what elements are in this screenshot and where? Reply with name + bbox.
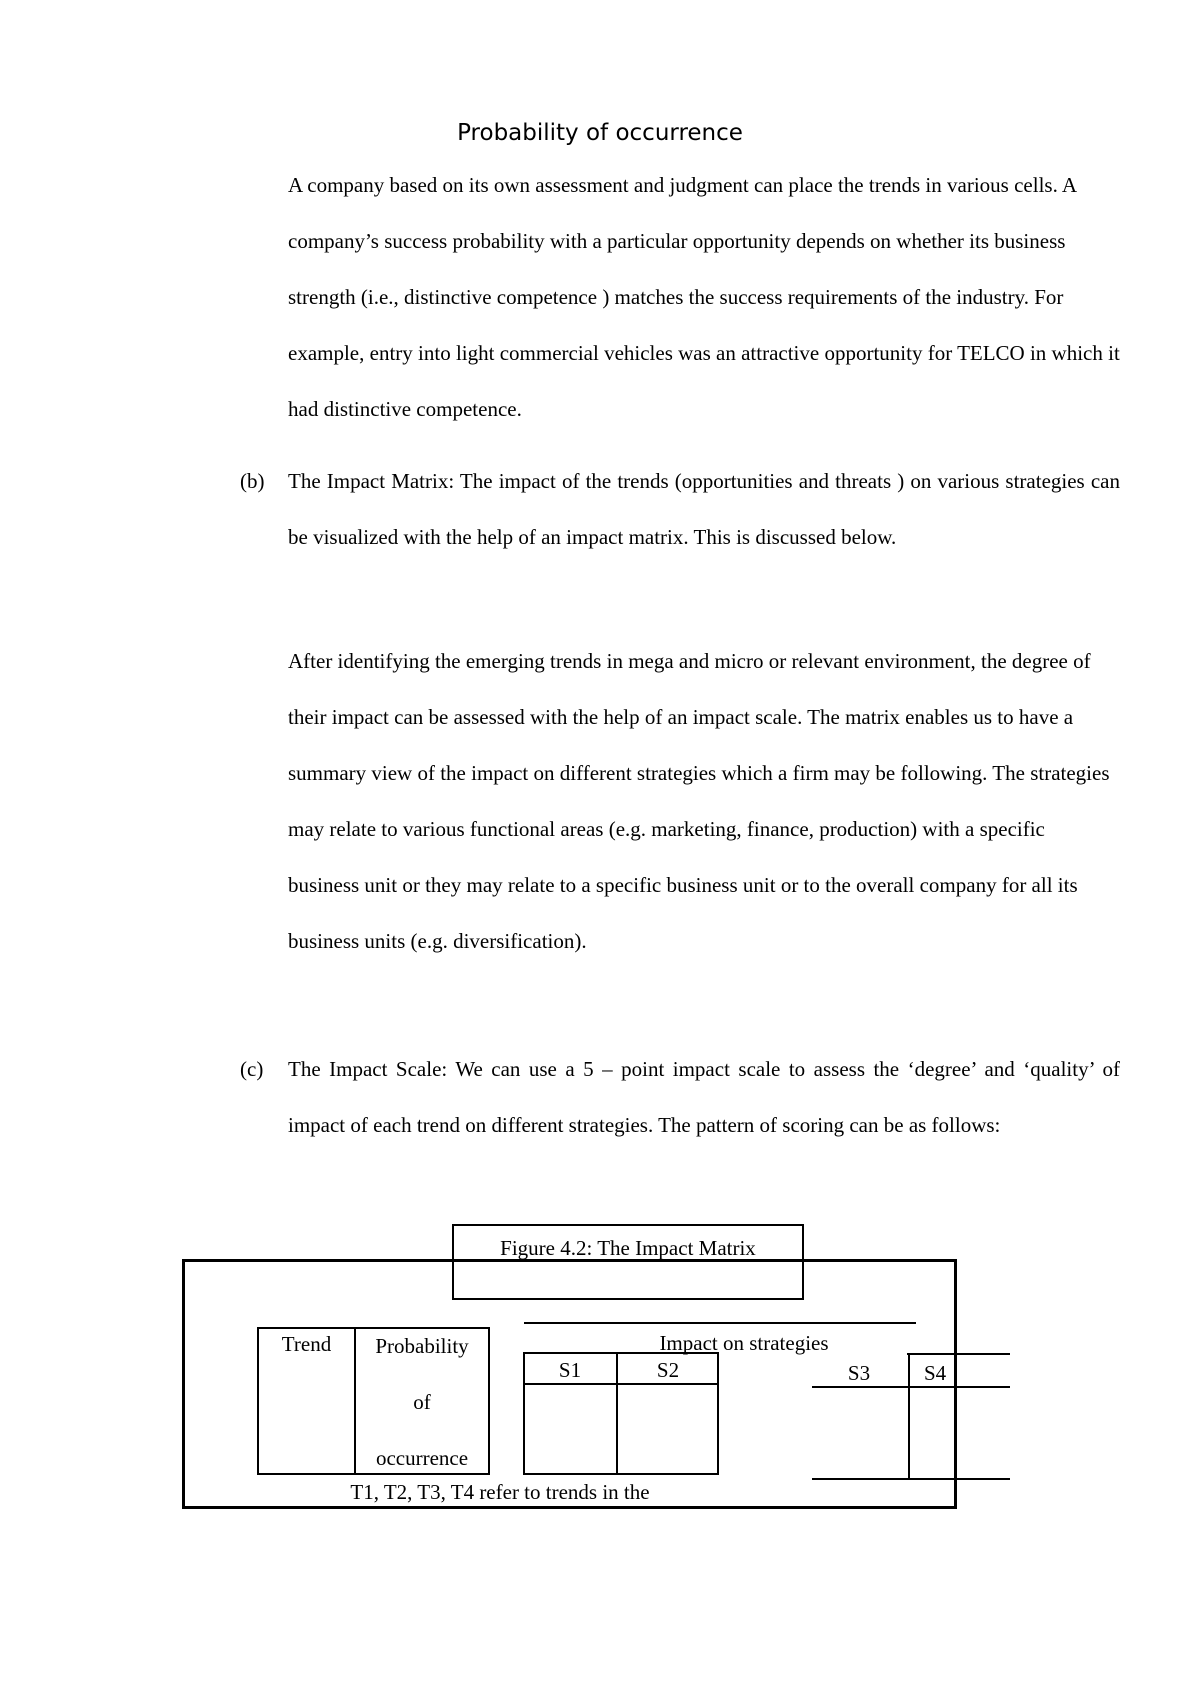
figure-caption: Figure 4.2: The Impact Matrix <box>500 1236 756 1260</box>
s3-s4-divider <box>908 1353 910 1478</box>
item-c-text: The Impact Scale: We can use a 5 – point impact scale to assess the ‘degree’ and ‘quality’ of impact of each trend on different strategies. The pattern of scoring can be as follows: <box>288 1057 1120 1137</box>
probability-header-line1: Probability <box>375 1334 469 1358</box>
probability-header-line2: of <box>413 1390 431 1414</box>
paragraph-probability: A company based on its own assessment and judgment can place the trends in various cells. A company’s success probability with a particular opportunity depends on whether its business strength (i.e., distinctive competence ) matches the success requirements of the industry. For example, entry into light commercial vehicles was an attractive opportunity for TELCO in which it had distinctive competence. <box>288 173 1120 421</box>
strategy-s3: S3 <box>847 1361 871 1385</box>
s4-top-line <box>907 1353 1010 1355</box>
impact-on-strategies-header: Impact on strategies <box>659 1331 829 1355</box>
strategy-s2: S2 <box>656 1358 680 1382</box>
s3-s4-header-line <box>812 1386 1010 1388</box>
section-heading: Probability of occurrence <box>457 120 743 146</box>
probability-header-line3: occurrence <box>375 1446 469 1470</box>
strategy-s4: S4 <box>924 1361 947 1385</box>
trend-header: Trend <box>281 1332 332 1356</box>
item-b-label: (b) <box>240 469 265 493</box>
figure-footnote: T1, T2, T3, T4 refer to trends in the <box>350 1480 650 1504</box>
s3-s4-bottom-line <box>812 1478 1010 1480</box>
item-c-label: (c) <box>240 1057 264 1081</box>
strategy-s1: S1 <box>558 1358 582 1382</box>
item-b-text: The Impact Matrix: The impact of the trends (opportunities and threats ) on various strategies can be visualized with the help of an impact matrix. This is discussed below. <box>288 469 1120 549</box>
s1-s2-header-divider <box>523 1383 719 1385</box>
paragraph-impact-matrix: After identifying the emerging trends in mega and micro or relevant environment, the degree of their impact can be assessed with the help of an impact scale. The matrix enables us to have a summary view of the impact on different strategies which a firm may be following. The strategies may relate to various functional areas (e.g. marketing, finance, production) with a specific business unit or they may relate to a specific business unit or to the overall company for all its business units (e.g. diversification). <box>288 649 1110 953</box>
impact-header-top-line <box>524 1322 916 1324</box>
